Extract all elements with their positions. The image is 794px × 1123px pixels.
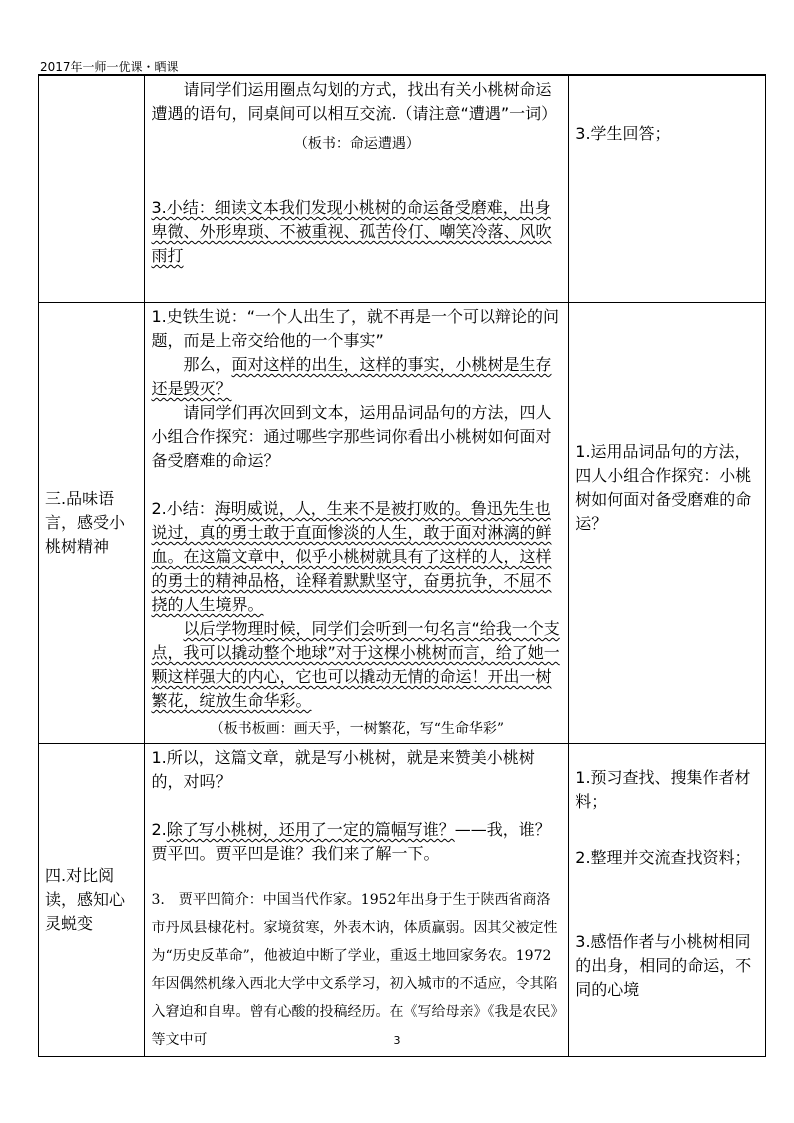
student-step: 3.感悟作者与小桃树相同的出身，相同的命运，不同的心境	[575, 932, 752, 999]
text-underlined: 除了写小桃树，还用了一定的篇幅写谁？	[166, 820, 455, 839]
page-header: 2017年一师一优课・晒课	[40, 60, 179, 74]
stage-cell: 四.对比阅读，感知心灵蜕变	[39, 744, 145, 1057]
student-step: 2.整理并交流查找资料；	[575, 848, 751, 867]
text-plain: ——我，谁？贾平凹。贾平凹是谁？我们来了解一下。	[151, 820, 551, 863]
student-cell	[569, 744, 766, 1057]
stage-cell: 三.品味语言，感受小桃树精神	[39, 303, 145, 744]
student-step: 1.预习查找、搜集作者材料；	[575, 768, 751, 811]
paragraph: 请同学们运用圈点勾划的方式，找出有关小桃树命运遭遇的语句，同桌间可以相互交流.（请注意“遭遇”一词）	[151, 80, 558, 123]
table-row	[39, 744, 766, 1057]
text-underlined: 海明威说，人，生来不是被打败的。鲁迅先生也说过，真的勇士敢于直面惨淡的人生，敢于面对淋漓的鲜血。在这篇文章中，似乎小桃树就具有了这样的人，这样的勇士的精神品格，诠释着默默坚守，奋勇抗争，不屈不挠的人生境界。	[151, 499, 552, 614]
board-note: （板书：命运遭遇）	[293, 136, 420, 152]
lesson-table	[38, 75, 766, 1057]
paragraph: 1.史铁生说：“一个人出生了，就不再是一个可以辩论的问题，而是上帝交给他的一个事实”	[151, 307, 560, 350]
content-cell	[145, 76, 569, 303]
paragraph: 1.所以，这篇文章，就是写小桃树，就是来赞美小桃树的，对吗？	[151, 748, 535, 791]
text-plain: 那么，	[183, 355, 232, 374]
paragraph: 以后学物理时候，同学们会听到一句名言“给我一个支点，我可以撬动整个地球”对于这棵小桃树而言，给了她一颗这样强大的内心，它也可以撬动无情的命运！开出一树繁花，绽放生命华彩。	[151, 619, 560, 710]
text-plain: 2.小结：	[151, 499, 215, 518]
stage-cell	[39, 76, 145, 303]
text-plain: 2.	[151, 820, 167, 839]
board-note: （板书板画：画天乎，一树繁花，写“生命华彩”	[209, 721, 505, 737]
paragraph	[151, 497, 562, 617]
author-bio: 3. 贾平凹简介：中国当代作家。1952年出身于生于陕西省商洛市丹凤县棣花村。家境贫寒，外表木讷，体质赢弱。因其父被定性为“历史反革命”，他被迫中断了学业，重返土地回家务农。1972 年因偶然机缘入西北大学中文系学习，初入城市的不适应，令其陷入窘迫和自卑。曾有心酸的投稿经历。在《写给母亲》《我是农民》等文中可	[151, 892, 566, 1048]
content-cell	[145, 744, 569, 1057]
table-row	[39, 76, 766, 303]
paragraph	[151, 353, 562, 401]
page-number: 3	[393, 1034, 401, 1047]
student-cell: 3.学生回答；	[569, 76, 766, 303]
summary-text: 3.小结：细读文本我们发现小桃树的命运备受磨难，出身卑微、外形卑琐、不被重视、孤苦伶仃、嘲笑冷落、风吹雨打	[151, 198, 552, 265]
paragraph: 请同学们再次回到文本，运用品词品句的方法，四人小组合作探究：通过哪些字那些词你看出小桃树如何面对备受磨难的命运？	[151, 403, 552, 470]
table-row	[39, 303, 766, 744]
text-underlined: 面对这样的出生，这样的事实，小桃树是生存还是毁灭？	[151, 355, 552, 398]
student-cell: 1.运用品词品句的方法，四人小组合作探究：小桃树如何面对备受磨难的命运？	[569, 303, 766, 744]
paragraph	[151, 818, 562, 866]
content-cell	[145, 303, 569, 744]
